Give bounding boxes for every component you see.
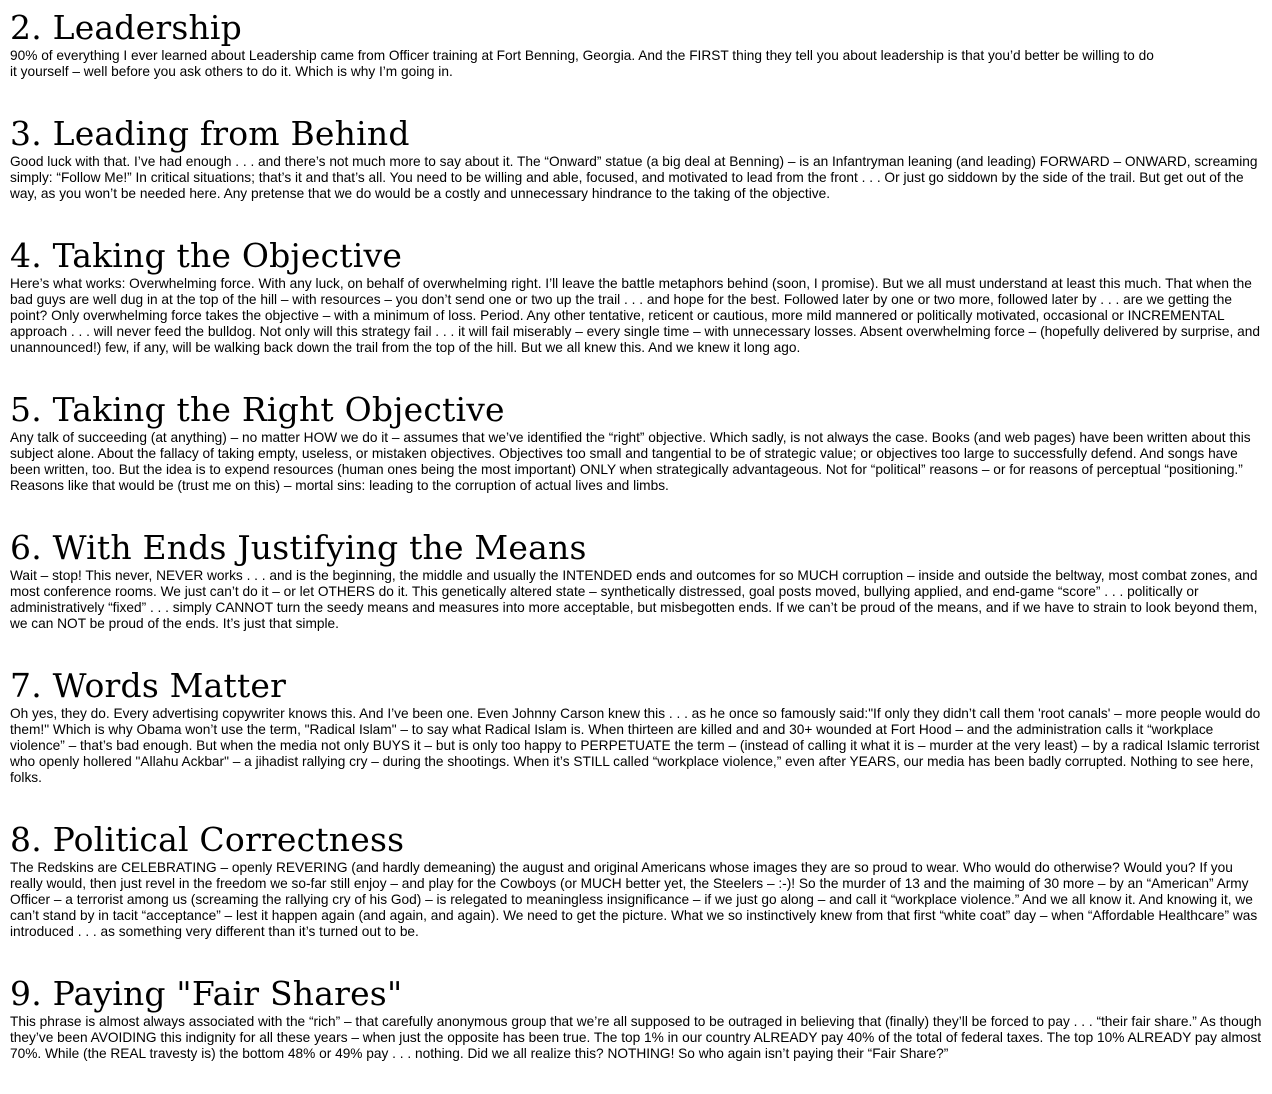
section-text: Any talk of succeeding (at anything) – no matter HOW we do it – assumes that we’ve identified the “right” objective. Which sadly, is not always the case. Books (and web pages) have been written about this subject alone. About the fallacy of taking empty, useless, or mistaken objectives. Objectives too small and tangential to be of strategic value; or objectives too large to successfully defend. And songs have been written, too. But the idea is to expend resources (human ones being the most important) ONLY when strategically advantageous. Not for “political” reasons – or for reasons of perceptual “positioning.” Reasons like that would be (trust me on this) – mortal sins: leading to the corruption of actual lives and limbs. [10, 430, 1251, 494]
section-ends-justifying-means [10, 528, 1268, 666]
section-paying-fair-shares [10, 974, 1268, 1094]
section-text: This phrase is almost always associated with the “rich” – that carefully anonymous group that we’re all supposed to be outraged in believing that (finally) they’ll be forced to pay . . . “their fair share.” As though they’ve been AVOIDING this indignity for all these years – when just the opposite has been true. The top 1% in our country ALREADY pay 40% of the total of federal taxes. The top 10% ALREADY pay almost 70%. While (the REAL travesty is) the bottom 48% or 49% pay . . . nothing. Did we all realize this? NOTHING! So who again isn’t paying their “Fair Share?” [10, 1014, 1262, 1062]
section-words-matter [10, 666, 1268, 820]
section-taking-the-objective [10, 236, 1268, 390]
section-text: Wait – stop! This never, NEVER works . . . and is the beginning, the middle and usually the INTENDED ends and outcomes for so MUCH corruption – inside and outside the beltway, most combat zones, and most conference rooms. We just can’t do it – or let OTHERS do it. This genetically altered state – synthetically distressed, goal posts moved, bullying applied, and end-game “score” . . . politically or administratively “fixed” . . . simply CANNOT turn the seedy means and measures into more acceptable, but misbegotten ends. If we can’t be proud of the means, and if we have to strain to look beyond them, we can NOT be proud of the ends. It’s just that simple. [10, 568, 1258, 632]
section-political-correctness [10, 820, 1268, 974]
section-text: Here’s what works: Overwhelming force. With any luck, on behalf of overwhelming right. I’ll leave the battle metaphors behind (soon, I promise). But we all must understand at least this much. That when the bad guys are well dug in at the top of the hill – with resources – you don’t send one or two up the trail . . . and hope for the best. Followed later by one or two more, followed later by . . . are we getting the point? Only overwhelming force takes the objective – with a minimum of loss. Period. Any other tentative, reticent or cautious, more mild mannered or politically motivated, occasional or INCREMENTAL approach . . . will never feed the bulldog. Not only will this strategy fail . . . it will fail miserably – every single time – with unnecessary losses. Absent overwhelming force – (hopefully delivered by surprise, and unannounced!) few, if any, will be walking back down the trail from the top of the hill. But we all knew this. And we knew it long ago. [10, 276, 1260, 356]
document-body [10, 8, 1268, 1094]
section-heading: 2. Leadership [10, 8, 242, 47]
section-text: The Redskins are CELEBRATING – openly REVERING (and hardly demeaning) the august and original Americans whose images they are so proud to wear. Who would do otherwise? Would you? If you really would, then just revel in the freedom we so-far still enjoy – and play for the Cowboys (or MUCH better yet, the Steelers – :-)! So the murder of 13 and the maiming of 30 more – by an “American” Army Officer – a terrorist among us (screaming the rallying cry of his God) – is relegated to meaningless insignificance – if we just go along – and call it “workplace violence.” And we all know it. And knowing it, we can’t stand by in tacit “acceptance” – lest it happen again (and again, and again). We need to get the picture. What we so instinctively knew from that first “white coat” day – when “Affordable Healthcare” was introduced . . . as something very different than it’s turned out to be. [10, 860, 1258, 940]
section-heading: 9. Paying "Fair Shares" [10, 974, 403, 1013]
section-heading: 7. Words Matter [10, 666, 287, 705]
section-heading: 8. Political Correctness [10, 820, 405, 859]
section-text: 90% of everything I ever learned about Leadership came from Officer training at Fort Benning, Georgia. And the FIRST thing they tell you about leadership is that you’d better be willing to do it yourself – well before you ask others to do it. Which is why I’m going in. [10, 48, 1154, 80]
section-text: Oh yes, they do. Every advertising copywriter knows this. And I’ve been one. Even Johnny Carson knew this . . . as he once so famously said:"If only they didn’t call them 'root canals' – more people would do them!" Which is why Obama won’t use the term, "Radical Islam" – to say what Radical Islam is. When thirteen are killed and and 30+ wounded at Fort Hood – and the administration calls it “workplace violence” – that’s bad enough. But when the media not only BUYS it – but is only too happy to PERPETUATE the term – (instead of calling it what it is – murder at the very least) – by a radical Islamic terrorist who openly hollered "Allahu Ackbar" – a jihadist rallying cry – during the shootings. When it’s STILL called “workplace violence,” even after YEARS, our media has been badly corrupted. Nothing to see here, folks. [10, 706, 1261, 786]
section-leading-from-behind [10, 114, 1268, 236]
section-heading: 6. With Ends Justifying the Means [10, 528, 587, 567]
section-leadership [10, 8, 1268, 114]
section-heading: 5. Taking the Right Objective [10, 390, 505, 429]
section-heading: 3. Leading from Behind [10, 114, 410, 153]
section-heading: 4. Taking the Objective [10, 236, 403, 275]
section-taking-the-right-objective [10, 390, 1268, 528]
section-text: Good luck with that. I’ve had enough . . . and there’s not much more to say about it. The “Onward” statue (a big deal at Benning) – is an Infantryman leaning (and leading) FORWARD – ONWARD, screaming simply: “Follow Me!” In critical situations; that’s it and that’s all. You need to be willing and able, focused, and motivated to lead from the front . . . Or just go siddown by the side of the trail. But get out of the way, as you won’t be needed here. Any pretense that we do would be a costly and unnecessary hindrance to the taking of the objective. [10, 154, 1258, 202]
